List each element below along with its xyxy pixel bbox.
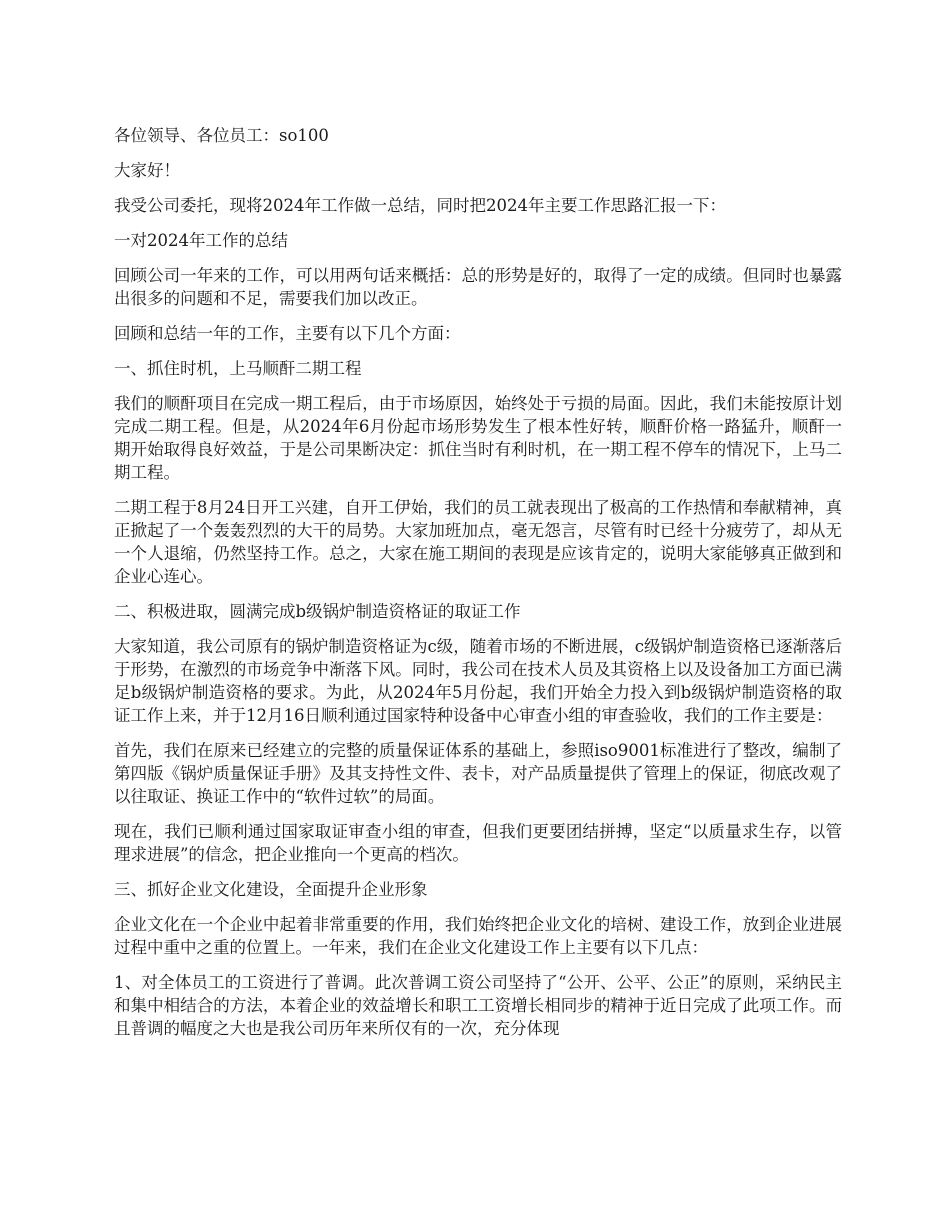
section-heading-1: 一、抓住时机，上马顺酐二期工程 bbox=[114, 359, 362, 378]
body-paragraph: 二期工程于8月24日开工兴建，自开工伊始，我们的员工就表现出了极高的工作热情和奉献精神，真正掀起了一个轰轰烈烈的大干的局势。大家加班加点，毫无怨言，尽管有时已经十分疲劳了，却从无一个人退缩，仍然坚持工作。总之，大家在施工期间的表现是应该肯定的，说明大家能够真正做到和企业心连心。 bbox=[114, 498, 842, 586]
body-paragraph: 1、对全体员工的工资进行了普调。此次普调工资公司坚持了“公开、公平、公正”的原则，采纳民主和集中相结合的方法，本着企业的效益增长和职工工资增长相同步的精神于近日完成了此项工作。而且普调的幅度之大也是我公司历年来所仅有的一次，充分体现 bbox=[114, 973, 842, 1038]
section-heading-2: 二、积极进取，圆满完成b级锅炉制造资格证的取证工作 bbox=[114, 602, 521, 621]
body-paragraph: 大家知道，我公司原有的锅炉制造资格证为c级，随着市场的不断进展，c级锅炉制造资格已逐渐落后于形势，在激烈的市场竞争中渐落下风。同时，我公司在技术人员及其资格上以及设备加工方面已满足b级锅炉制造资格的要求。为此，从2024年5月份起，我们开始全力投入到b级锅炉制造资格的取证工作上来，并于12月16日顺利通过国家特种设备中心审查小组的审查验收，我们的工作主要是： bbox=[114, 637, 842, 725]
section-heading-3: 三、抓好企业文化建设，全面提升企业形象 bbox=[114, 880, 428, 899]
body-paragraph: 回顾和总结一年的工作，主要有以下几个方面： bbox=[114, 324, 461, 343]
body-paragraph: 企业文化在一个企业中起着非常重要的作用，我们始终把企业文化的培树、建设工作，放到企业进展过程中重中之重的位置上。一年来，我们在企业文化建设工作上主要有以下几点： bbox=[114, 915, 842, 957]
body-paragraph: 我们的顺酐项目在完成一期工程后，由于市场原因，始终处于亏损的局面。因此，我们未能按原计划完成二期工程。但是，从2024年6月份起市场形势发生了根本性好转，顺酐价格一路猛升，顺酐一期开始取得良好效益，于是公司果断决定：抓住当时有利时机，在一期工程不停车的情况下，上马二期工程。 bbox=[114, 394, 842, 482]
body-paragraph: 回顾公司一年来的工作，可以用两句话来概括：总的形势是好的，取得了一定的成绩。但同时也暴露出很多的问题和不足，需要我们加以改正。 bbox=[114, 266, 842, 308]
section-heading-summary: 一对2024年工作的总结 bbox=[114, 231, 288, 250]
greeting: 大家好！ bbox=[114, 161, 180, 180]
body-paragraph: 现在，我们已顺利通过国家取证审查小组的审查，但我们更要团结拼搏，坚定“以质量求生存，以管理求进展”的信念，把企业推向一个更高的档次。 bbox=[114, 822, 842, 864]
body-paragraph: 首先，我们在原来已经建立的完整的质量保证体系的基础上，参照iso9001标准进行了整改，编制了第四版《锅炉质量保证手册》及其支持性文件、表卡，对产品质量提供了管理上的保证，彻底改观了以往取证、换证工作中的“软件过软”的局面。 bbox=[114, 741, 842, 806]
document-body bbox=[114, 124, 842, 1052]
intro-paragraph: 我受公司委托，现将2024年工作做一总结，同时把2024年主要工作思路汇报一下： bbox=[114, 196, 726, 215]
salutation: 各位领导、各位员工：so100 bbox=[114, 126, 329, 145]
